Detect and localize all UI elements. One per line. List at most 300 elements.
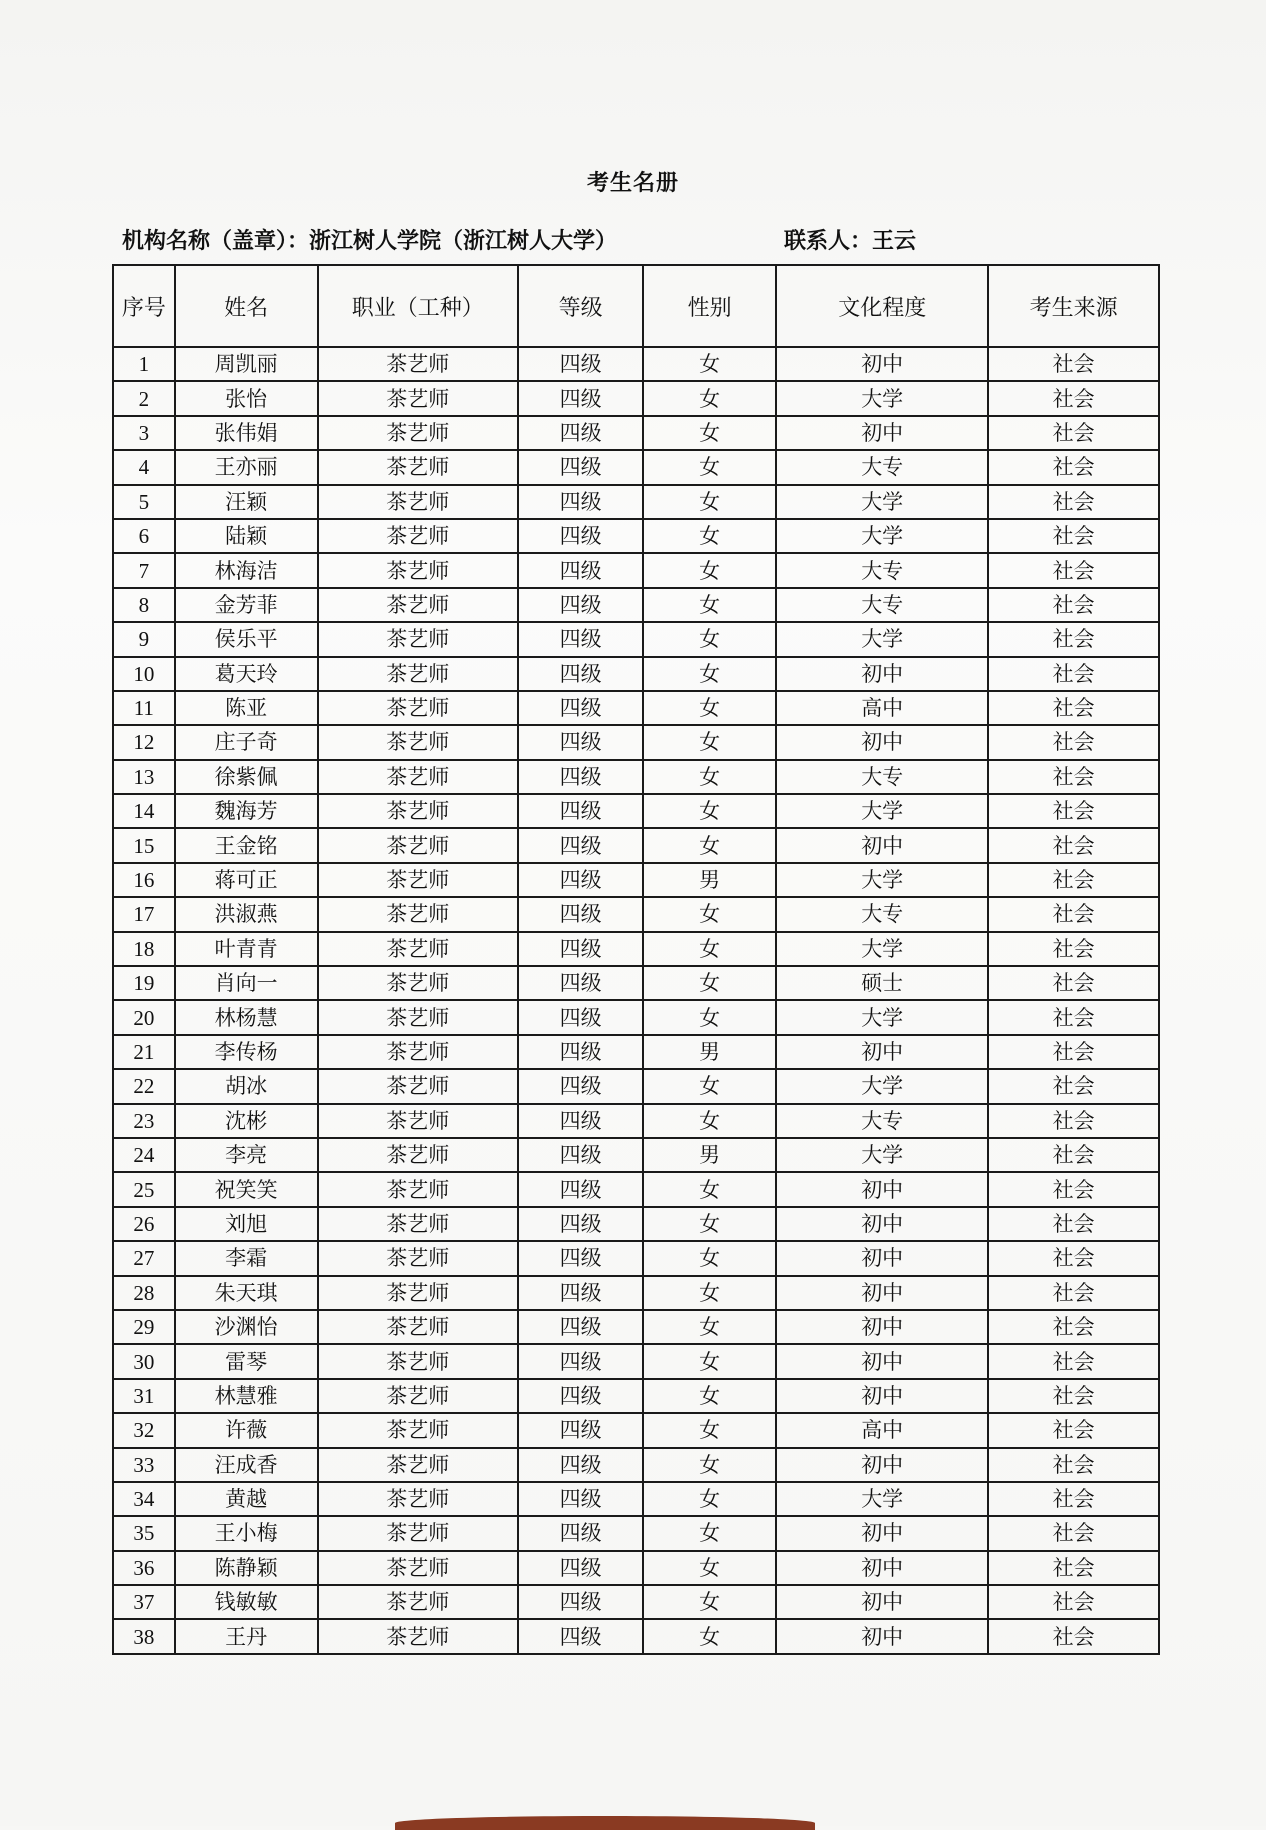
cell-occupation: 茶艺师 [318, 1276, 519, 1310]
cell-serial-no: 30 [113, 1344, 175, 1378]
cell-gender: 女 [643, 657, 776, 691]
cell-occupation: 茶艺师 [318, 1516, 519, 1550]
cell-education: 初中 [776, 347, 988, 381]
cell-gender: 女 [643, 622, 776, 656]
cell-education: 大专 [776, 553, 988, 587]
cell-source: 社会 [988, 622, 1159, 656]
cell-occupation: 茶艺师 [318, 485, 519, 519]
cell-serial-no: 24 [113, 1138, 175, 1172]
cell-serial-no: 23 [113, 1104, 175, 1138]
cell-level: 四级 [518, 519, 643, 553]
table-row [113, 932, 1159, 966]
cell-name: 陈静颖 [175, 1551, 318, 1585]
cell-name: 陆颖 [175, 519, 318, 553]
cell-source: 社会 [988, 1619, 1159, 1653]
cell-gender: 女 [643, 553, 776, 587]
cell-occupation: 茶艺师 [318, 1619, 519, 1653]
cell-gender: 女 [643, 897, 776, 931]
cell-level: 四级 [518, 381, 643, 415]
cell-level: 四级 [518, 1448, 643, 1482]
cell-name: 汪成香 [175, 1448, 318, 1482]
cell-gender: 女 [643, 966, 776, 1000]
cell-education: 大专 [776, 450, 988, 484]
cell-serial-no: 29 [113, 1310, 175, 1344]
cell-name: 李霜 [175, 1241, 318, 1275]
cell-occupation: 茶艺师 [318, 1413, 519, 1447]
cell-source: 社会 [988, 725, 1159, 759]
cell-occupation: 茶艺师 [318, 416, 519, 450]
cell-source: 社会 [988, 416, 1159, 450]
cell-serial-no: 5 [113, 485, 175, 519]
header-occupation: 职业（工种） [318, 265, 519, 347]
table-row [113, 1069, 1159, 1103]
cell-occupation: 茶艺师 [318, 1551, 519, 1585]
cell-level: 四级 [518, 966, 643, 1000]
cell-level: 四级 [518, 1035, 643, 1069]
header-source: 考生来源 [988, 265, 1159, 347]
table-row [113, 553, 1159, 587]
cell-name: 林海洁 [175, 553, 318, 587]
cell-education: 初中 [776, 1035, 988, 1069]
cell-level: 四级 [518, 1379, 643, 1413]
cell-gender: 男 [643, 1138, 776, 1172]
cell-serial-no: 14 [113, 794, 175, 828]
cell-name: 张伟娟 [175, 416, 318, 450]
table-row [113, 1482, 1159, 1516]
cell-source: 社会 [988, 1104, 1159, 1138]
cell-gender: 女 [643, 1482, 776, 1516]
cell-occupation: 茶艺师 [318, 588, 519, 622]
cell-source: 社会 [988, 381, 1159, 415]
cell-level: 四级 [518, 1482, 643, 1516]
cell-education: 初中 [776, 1379, 988, 1413]
table-row [113, 622, 1159, 656]
cell-gender: 男 [643, 863, 776, 897]
cell-education: 大学 [776, 932, 988, 966]
contact-label: 联系人：王云 [784, 228, 917, 254]
cell-serial-no: 19 [113, 966, 175, 1000]
table-row [113, 588, 1159, 622]
cell-source: 社会 [988, 1276, 1159, 1310]
table-row [113, 1104, 1159, 1138]
cell-level: 四级 [518, 1172, 643, 1206]
cell-gender: 女 [643, 1069, 776, 1103]
cell-gender: 女 [643, 1551, 776, 1585]
cell-level: 四级 [518, 1344, 643, 1378]
cell-occupation: 茶艺师 [318, 1172, 519, 1206]
cell-serial-no: 16 [113, 863, 175, 897]
cell-level: 四级 [518, 1551, 643, 1585]
cell-serial-no: 9 [113, 622, 175, 656]
table-row [113, 1138, 1159, 1172]
table-row [113, 828, 1159, 862]
cell-education: 大学 [776, 794, 988, 828]
cell-serial-no: 32 [113, 1413, 175, 1447]
cell-name: 葛天玲 [175, 657, 318, 691]
cell-serial-no: 37 [113, 1585, 175, 1619]
cell-education: 初中 [776, 416, 988, 450]
cell-level: 四级 [518, 794, 643, 828]
cell-name: 王亦丽 [175, 450, 318, 484]
cell-gender: 女 [643, 1585, 776, 1619]
cell-name: 王金铭 [175, 828, 318, 862]
cell-source: 社会 [988, 932, 1159, 966]
cell-level: 四级 [518, 1241, 643, 1275]
cell-name: 雷琴 [175, 1344, 318, 1378]
table-row [113, 794, 1159, 828]
cell-serial-no: 11 [113, 691, 175, 725]
cell-education: 大专 [776, 760, 988, 794]
cell-gender: 女 [643, 1104, 776, 1138]
table-row [113, 1379, 1159, 1413]
cell-gender: 女 [643, 588, 776, 622]
cell-occupation: 茶艺师 [318, 1207, 519, 1241]
table-row [113, 1000, 1159, 1034]
cell-education: 大学 [776, 1138, 988, 1172]
cell-education: 大学 [776, 1000, 988, 1034]
cell-source: 社会 [988, 1516, 1159, 1550]
header-level: 等级 [518, 265, 643, 347]
table-row [113, 1172, 1159, 1206]
table-row [113, 1413, 1159, 1447]
cell-source: 社会 [988, 1413, 1159, 1447]
cell-source: 社会 [988, 828, 1159, 862]
cell-education: 大学 [776, 1069, 988, 1103]
cell-name: 洪淑燕 [175, 897, 318, 931]
table-row [113, 416, 1159, 450]
cell-occupation: 茶艺师 [318, 725, 519, 759]
cell-level: 四级 [518, 691, 643, 725]
cell-education: 大学 [776, 622, 988, 656]
cell-name: 沙渊怡 [175, 1310, 318, 1344]
cell-gender: 女 [643, 794, 776, 828]
cell-education: 初中 [776, 1241, 988, 1275]
cell-name: 魏海芳 [175, 794, 318, 828]
cell-occupation: 茶艺师 [318, 657, 519, 691]
cell-gender: 女 [643, 1619, 776, 1653]
cell-occupation: 茶艺师 [318, 966, 519, 1000]
cell-education: 大专 [776, 897, 988, 931]
cell-source: 社会 [988, 1585, 1159, 1619]
cell-occupation: 茶艺师 [318, 381, 519, 415]
cell-level: 四级 [518, 588, 643, 622]
cell-education: 高中 [776, 691, 988, 725]
cell-level: 四级 [518, 863, 643, 897]
cell-education: 大专 [776, 588, 988, 622]
header-gender: 性别 [643, 265, 776, 347]
cell-name: 侯乐平 [175, 622, 318, 656]
cell-occupation: 茶艺师 [318, 760, 519, 794]
cell-level: 四级 [518, 1619, 643, 1653]
table-row [113, 1035, 1159, 1069]
cell-level: 四级 [518, 1069, 643, 1103]
cell-occupation: 茶艺师 [318, 553, 519, 587]
header-education: 文化程度 [776, 265, 988, 347]
cell-occupation: 茶艺师 [318, 1104, 519, 1138]
cell-education: 硕士 [776, 966, 988, 1000]
cell-source: 社会 [988, 1035, 1159, 1069]
header-serial-no: 序号 [113, 265, 175, 347]
cell-gender: 女 [643, 485, 776, 519]
cell-education: 大学 [776, 863, 988, 897]
table-row [113, 519, 1159, 553]
cell-education: 大学 [776, 519, 988, 553]
cell-name: 胡冰 [175, 1069, 318, 1103]
cell-level: 四级 [518, 485, 643, 519]
cell-occupation: 茶艺师 [318, 1069, 519, 1103]
cell-name: 叶青青 [175, 932, 318, 966]
cell-name: 李传杨 [175, 1035, 318, 1069]
cell-level: 四级 [518, 553, 643, 587]
cell-occupation: 茶艺师 [318, 1138, 519, 1172]
cell-serial-no: 18 [113, 932, 175, 966]
cell-education: 大专 [776, 1104, 988, 1138]
table-row [113, 897, 1159, 931]
cell-name: 林慧雅 [175, 1379, 318, 1413]
cell-gender: 男 [643, 1035, 776, 1069]
cell-education: 初中 [776, 1585, 988, 1619]
cell-serial-no: 12 [113, 725, 175, 759]
cell-level: 四级 [518, 760, 643, 794]
cell-gender: 女 [643, 760, 776, 794]
cell-source: 社会 [988, 485, 1159, 519]
cell-name: 汪颖 [175, 485, 318, 519]
cell-source: 社会 [988, 691, 1159, 725]
cell-serial-no: 3 [113, 416, 175, 450]
cell-occupation: 茶艺师 [318, 1000, 519, 1034]
cell-serial-no: 27 [113, 1241, 175, 1275]
cell-level: 四级 [518, 1413, 643, 1447]
cell-serial-no: 4 [113, 450, 175, 484]
cell-education: 初中 [776, 1172, 988, 1206]
cell-name: 李亮 [175, 1138, 318, 1172]
cell-name: 陈亚 [175, 691, 318, 725]
table-header-row [113, 265, 1159, 347]
cell-gender: 女 [643, 1172, 776, 1206]
cell-source: 社会 [988, 1551, 1159, 1585]
cell-name: 肖向一 [175, 966, 318, 1000]
cell-name: 王小梅 [175, 1516, 318, 1550]
table-row [113, 691, 1159, 725]
cell-level: 四级 [518, 1138, 643, 1172]
cell-occupation: 茶艺师 [318, 794, 519, 828]
cell-serial-no: 35 [113, 1516, 175, 1550]
table-row [113, 1344, 1159, 1378]
cell-serial-no: 6 [113, 519, 175, 553]
cell-occupation: 茶艺师 [318, 519, 519, 553]
cell-name: 徐紫佩 [175, 760, 318, 794]
cell-source: 社会 [988, 1207, 1159, 1241]
cell-level: 四级 [518, 657, 643, 691]
cell-name: 张怡 [175, 381, 318, 415]
cell-serial-no: 20 [113, 1000, 175, 1034]
cell-education: 大学 [776, 1482, 988, 1516]
cell-gender: 女 [643, 519, 776, 553]
cell-gender: 女 [643, 725, 776, 759]
cell-education: 大学 [776, 485, 988, 519]
cell-serial-no: 34 [113, 1482, 175, 1516]
cell-serial-no: 26 [113, 1207, 175, 1241]
cell-source: 社会 [988, 553, 1159, 587]
cell-name: 黄越 [175, 1482, 318, 1516]
cell-education: 高中 [776, 1413, 988, 1447]
cell-gender: 女 [643, 1000, 776, 1034]
cell-gender: 女 [643, 1379, 776, 1413]
cell-education: 初中 [776, 1207, 988, 1241]
cell-gender: 女 [643, 381, 776, 415]
document-title: 考生名册 [586, 170, 679, 196]
table-row [113, 1310, 1159, 1344]
cell-education: 初中 [776, 1619, 988, 1653]
cell-gender: 女 [643, 416, 776, 450]
cell-serial-no: 31 [113, 1379, 175, 1413]
cell-serial-no: 13 [113, 760, 175, 794]
cell-source: 社会 [988, 657, 1159, 691]
cell-serial-no: 10 [113, 657, 175, 691]
table-row [113, 381, 1159, 415]
table-row [113, 1551, 1159, 1585]
cell-level: 四级 [518, 932, 643, 966]
cell-level: 四级 [518, 450, 643, 484]
cell-source: 社会 [988, 450, 1159, 484]
cell-source: 社会 [988, 1310, 1159, 1344]
cell-name: 王丹 [175, 1619, 318, 1653]
cell-gender: 女 [643, 1241, 776, 1275]
organization-label: 机构名称（盖章）：浙江树人学院（浙江树人大学） [122, 228, 618, 254]
cell-education: 初中 [776, 1344, 988, 1378]
table-row [113, 1516, 1159, 1550]
cell-source: 社会 [988, 1069, 1159, 1103]
cell-serial-no: 2 [113, 381, 175, 415]
cell-education: 初中 [776, 1516, 988, 1550]
cell-level: 四级 [518, 1276, 643, 1310]
table-row [113, 347, 1159, 381]
cell-name: 金芳菲 [175, 588, 318, 622]
table-row [113, 1448, 1159, 1482]
table-row [113, 1207, 1159, 1241]
table-row [113, 1276, 1159, 1310]
cell-level: 四级 [518, 1207, 643, 1241]
cell-gender: 女 [643, 1344, 776, 1378]
cell-occupation: 茶艺师 [318, 347, 519, 381]
cell-serial-no: 15 [113, 828, 175, 862]
cell-gender: 女 [643, 1516, 776, 1550]
cell-source: 社会 [988, 1000, 1159, 1034]
cell-source: 社会 [988, 1482, 1159, 1516]
cell-serial-no: 33 [113, 1448, 175, 1482]
cell-name: 祝笑笑 [175, 1172, 318, 1206]
cell-gender: 女 [643, 691, 776, 725]
cell-name: 许薇 [175, 1413, 318, 1447]
cell-name: 刘旭 [175, 1207, 318, 1241]
cell-occupation: 茶艺师 [318, 1310, 519, 1344]
cell-gender: 女 [643, 932, 776, 966]
cell-gender: 女 [643, 1207, 776, 1241]
cell-gender: 女 [643, 828, 776, 862]
cell-occupation: 茶艺师 [318, 828, 519, 862]
header-name: 姓名 [175, 265, 318, 347]
desk-edge-decoration [395, 1816, 815, 1830]
cell-source: 社会 [988, 1241, 1159, 1275]
cell-occupation: 茶艺师 [318, 863, 519, 897]
cell-occupation: 茶艺师 [318, 932, 519, 966]
cell-education: 初中 [776, 725, 988, 759]
cell-source: 社会 [988, 966, 1159, 1000]
cell-name: 林杨慧 [175, 1000, 318, 1034]
cell-occupation: 茶艺师 [318, 622, 519, 656]
table-row [113, 725, 1159, 759]
cell-source: 社会 [988, 588, 1159, 622]
cell-level: 四级 [518, 1310, 643, 1344]
cell-level: 四级 [518, 1585, 643, 1619]
cell-name: 钱敏敏 [175, 1585, 318, 1619]
cell-serial-no: 8 [113, 588, 175, 622]
cell-source: 社会 [988, 897, 1159, 931]
cell-education: 初中 [776, 828, 988, 862]
cell-education: 大学 [776, 381, 988, 415]
cell-source: 社会 [988, 1344, 1159, 1378]
cell-source: 社会 [988, 794, 1159, 828]
cell-name: 蒋可正 [175, 863, 318, 897]
cell-occupation: 茶艺师 [318, 1241, 519, 1275]
table-body [113, 347, 1159, 1654]
cell-education: 初中 [776, 1276, 988, 1310]
cell-source: 社会 [988, 519, 1159, 553]
cell-gender: 女 [643, 347, 776, 381]
table-row [113, 760, 1159, 794]
cell-gender: 女 [643, 1276, 776, 1310]
cell-level: 四级 [518, 897, 643, 931]
table-row [113, 1585, 1159, 1619]
cell-serial-no: 22 [113, 1069, 175, 1103]
table-row [113, 966, 1159, 1000]
cell-name: 庄子奇 [175, 725, 318, 759]
candidate-roster-table [112, 264, 1160, 1655]
cell-occupation: 茶艺师 [318, 1482, 519, 1516]
table-row [113, 657, 1159, 691]
cell-serial-no: 21 [113, 1035, 175, 1069]
cell-education: 初中 [776, 657, 988, 691]
cell-occupation: 茶艺师 [318, 1344, 519, 1378]
cell-source: 社会 [988, 1448, 1159, 1482]
cell-serial-no: 7 [113, 553, 175, 587]
cell-source: 社会 [988, 1172, 1159, 1206]
cell-gender: 女 [643, 450, 776, 484]
cell-occupation: 茶艺师 [318, 450, 519, 484]
cell-gender: 女 [643, 1310, 776, 1344]
table-row [113, 1241, 1159, 1275]
cell-serial-no: 28 [113, 1276, 175, 1310]
cell-education: 初中 [776, 1551, 988, 1585]
cell-serial-no: 25 [113, 1172, 175, 1206]
cell-serial-no: 17 [113, 897, 175, 931]
cell-source: 社会 [988, 863, 1159, 897]
cell-occupation: 茶艺师 [318, 1379, 519, 1413]
cell-serial-no: 36 [113, 1551, 175, 1585]
cell-occupation: 茶艺师 [318, 897, 519, 931]
cell-occupation: 茶艺师 [318, 1448, 519, 1482]
cell-serial-no: 38 [113, 1619, 175, 1653]
cell-occupation: 茶艺师 [318, 1585, 519, 1619]
cell-name: 沈彬 [175, 1104, 318, 1138]
cell-serial-no: 1 [113, 347, 175, 381]
cell-level: 四级 [518, 725, 643, 759]
cell-source: 社会 [988, 1379, 1159, 1413]
cell-level: 四级 [518, 622, 643, 656]
cell-occupation: 茶艺师 [318, 691, 519, 725]
cell-occupation: 茶艺师 [318, 1035, 519, 1069]
cell-level: 四级 [518, 1000, 643, 1034]
